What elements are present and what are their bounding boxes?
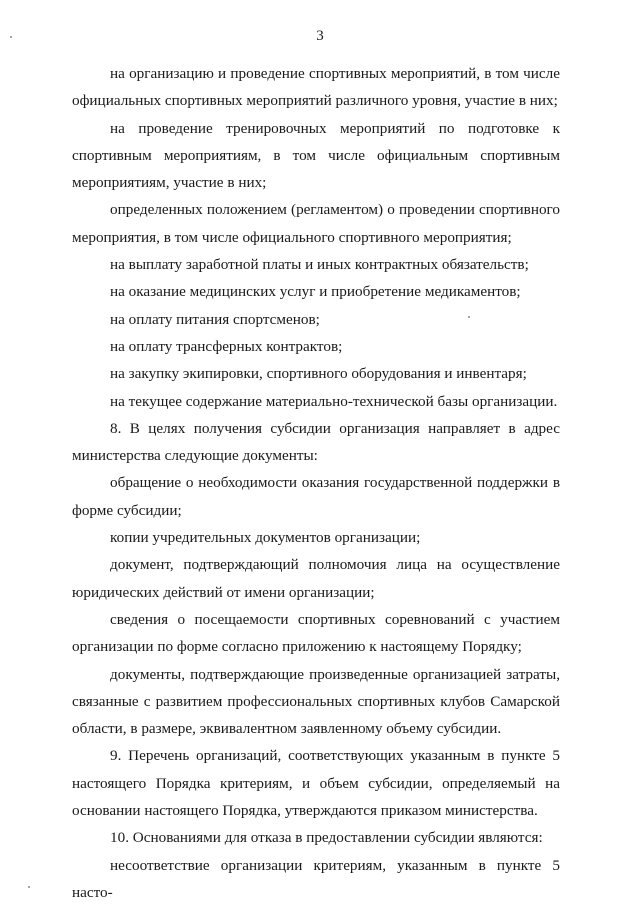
paragraph-expense-maintenance: на текущее содержание материально-технической базы организации. bbox=[110, 392, 558, 410]
document-body bbox=[72, 60, 560, 906]
paragraph-clause-8: 8. В целях получения субсидии организация направляет в адрес министерства следующие документы: bbox=[72, 419, 560, 465]
paragraph-expense-equipment: на закупку экипировки, спортивного оборудования и инвентаря; bbox=[110, 365, 527, 383]
scan-speck bbox=[28, 886, 30, 888]
paragraph-expense-medical: на оказание медицинских услуг и приобретение медикаментов; bbox=[110, 283, 521, 301]
paragraph-doc-appeal: обращение о необходимости оказания государственной поддержки в форме субсидии; bbox=[72, 474, 560, 519]
paragraph-clause-10: 10. Основаниями для отказа в предоставлении субсидии являются: bbox=[110, 829, 543, 847]
page-number: 3 bbox=[316, 28, 324, 44]
scan-speck bbox=[10, 36, 12, 38]
paragraph-expense-training: на проведение тренировочных мероприятий по подготовке к спортивным мероприятиям, в том числе официальным спортивным мероприятиям, участие в них; bbox=[72, 119, 560, 192]
paragraph-expense-regulation: определенных положением (регламентом) о проведении спортивного мероприятия, в том числе официального спортивного мероприятия; bbox=[72, 201, 560, 246]
scan-speck bbox=[468, 316, 470, 318]
paragraph-refusal-criteria: несоответствие организации критериям, указанным в пункте 5 насто- bbox=[72, 856, 560, 901]
paragraph-clause-9: 9. Перечень организаций, соответствующих указанным в пункте 5 настоящего Порядка критериям, и объем субсидии, определяемый на основании настоящего Порядка, утверждаются приказом министерства. bbox=[72, 747, 560, 820]
paragraph-expense-transfers: на оплату трансферных контрактов; bbox=[110, 337, 343, 355]
paragraph-doc-authority: документ, подтверждающий полномочия лица на осуществление юридических действий от имени организации; bbox=[72, 556, 560, 601]
paragraph-expense-events: на организацию и проведение спортивных мероприятий, в том числе официальных спортивных мероприятий различного уровня, участие в них; bbox=[72, 65, 560, 110]
paragraph-expense-food: на оплату питания спортсменов; bbox=[110, 310, 320, 328]
paragraph-doc-charter: копии учредительных документов организации; bbox=[110, 529, 421, 547]
paragraph-doc-attendance: сведения о посещаемости спортивных соревнований с участием организации по форме согласно приложению к настоящему Порядку; bbox=[72, 610, 560, 656]
paragraph-doc-expenses: документы, подтверждающие произведенные организацией затраты, связанные с развитием профессиональных спортивных клубов Самарской области, в размере, эквивалентном заявленному объему субсидии. bbox=[72, 665, 560, 738]
paragraph-expense-salary: на выплату заработной платы и иных контрактных обязательств; bbox=[110, 256, 529, 274]
